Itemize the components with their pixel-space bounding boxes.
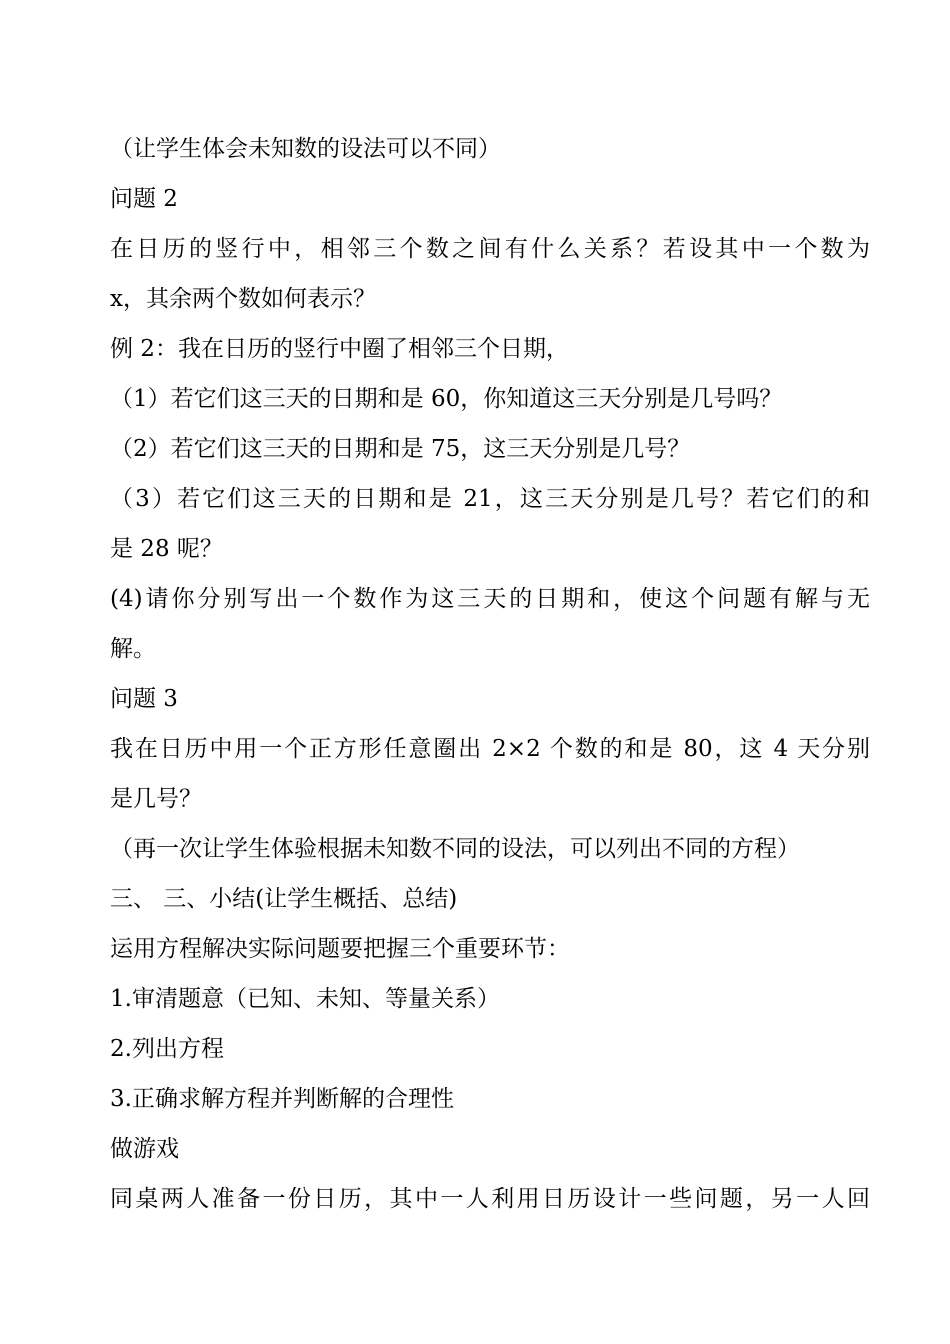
- text-line: 例 2：我在日历的竖行中圈了相邻三个日期，: [110, 336, 569, 362]
- text-line: 2.列出方程: [110, 1036, 224, 1062]
- text-line: 在日历的竖行中，相邻三个数之间有什么关系？若设其中一个数为: [110, 236, 870, 262]
- text-line: 3.正确求解方程并判断解的合理性: [110, 1086, 454, 1112]
- text-line: x，其余两个数如何表示？: [110, 286, 376, 312]
- text-line: 是 28 呢？: [110, 536, 223, 562]
- text-line: （再一次让学生体验根据未知数不同的设法，可以列出不同的方程）: [110, 836, 800, 862]
- text-line: 解。: [110, 636, 156, 662]
- text-line: 运用方程解决实际问题要把握三个重要环节：: [110, 936, 570, 962]
- text-line: 1.审清题意（已知、未知、等量关系）: [110, 986, 500, 1012]
- text-line: （3）若它们这三天的日期和是 21，这三天分别是几号？若它们的和: [110, 486, 870, 512]
- text-line: 问题 3: [110, 686, 178, 712]
- text-line: 是几号？: [110, 786, 202, 812]
- text-line: (4)请你分别写出一个数作为这三天的日期和，使这个问题有解与无: [110, 586, 870, 612]
- text-line: （1）若它们这三天的日期和是 60，你知道这三天分别是几号吗？: [110, 386, 783, 412]
- text-line: 我在日历中用一个正方形任意圈出 2×2 个数的和是 80，这 4 天分别: [110, 736, 870, 762]
- text-line: （让学生体会未知数的设法可以不同）: [110, 136, 501, 162]
- text-line: 同桌两人准备一份日历，其中一人利用日历设计一些问题，另一人回: [110, 1186, 870, 1212]
- text-line: 问题 2: [110, 186, 178, 212]
- text-line: 三、 三、小结(让学生概括、总结): [110, 886, 458, 912]
- text-line: （2）若它们这三天的日期和是 75，这三天分别是几号？: [110, 436, 691, 462]
- text-line: 做游戏: [110, 1136, 179, 1162]
